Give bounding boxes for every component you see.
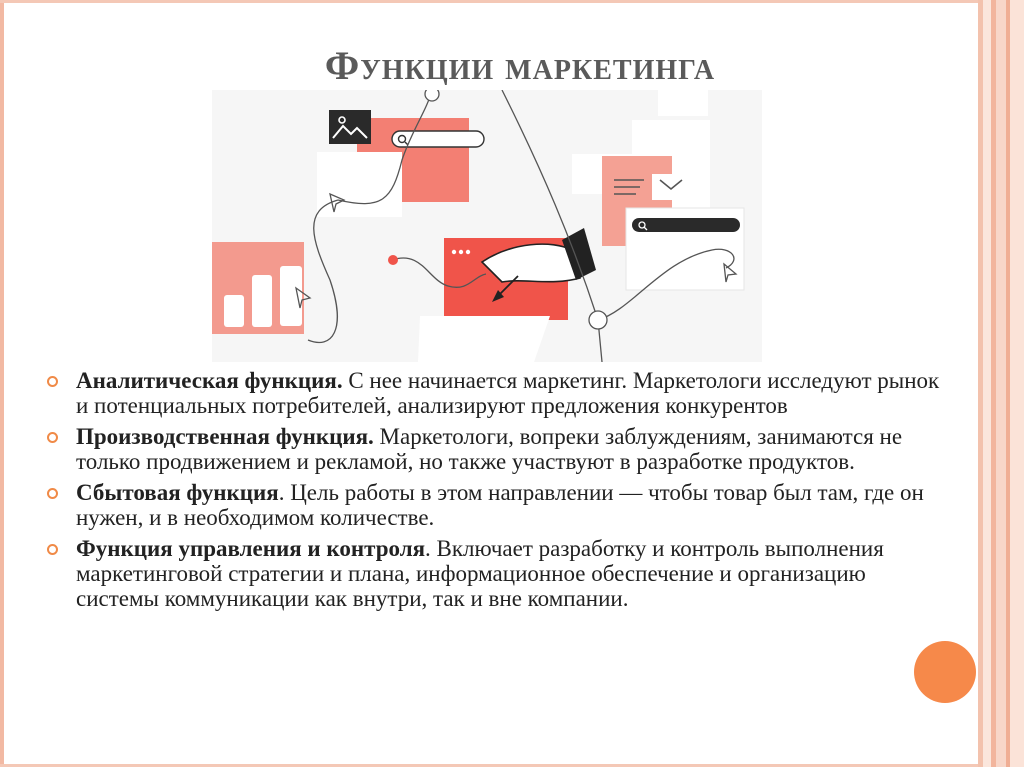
decor-stripe	[996, 0, 1006, 767]
frame-left-border	[0, 0, 4, 767]
list-item-term: Аналитическая функция.	[76, 368, 343, 393]
bar-chart-icon	[212, 242, 304, 334]
list-item	[44, 368, 944, 418]
list-item-text: Маркетологи, вопреки заблуждениям, занимаются не только продвижением и рекламой, но также участвуют в разработке продуктов.	[76, 424, 903, 474]
bullet-circle-icon	[47, 544, 58, 555]
list-item-text: . Включает разработку и контроль выполнения маркетинговой стратегии и плана, информационное обеспечение и организацию системы коммуникации как внутри, так и вне компании.	[76, 536, 884, 611]
marketing-illustration	[212, 90, 762, 362]
decor-stripe	[983, 0, 991, 767]
list-item-text: . Цель работы в этом направлении — чтобы товар был там, где он нужен, и в необходимом количестве.	[76, 480, 924, 530]
list-item-term: Производственная функция.	[76, 424, 374, 449]
list-item-term: Функция управления и контроля	[76, 536, 426, 561]
bullet-circle-icon	[47, 488, 58, 499]
list-item-text: С нее начинается маркетинг. Маркетологи исследуют рынок и потенциальных потребителей, анализируют предложения конкурентов	[76, 368, 940, 418]
search-icon	[632, 218, 740, 232]
list-item-term: Сбытовая функция	[76, 480, 279, 505]
image-icon	[329, 110, 371, 144]
frame-top-border	[0, 0, 1024, 3]
decor-orange-circle	[914, 641, 976, 703]
bullet-circle-icon	[47, 432, 58, 443]
decor-stripe	[1010, 0, 1024, 767]
search-icon	[392, 131, 484, 147]
list-item	[44, 536, 944, 611]
list-item	[44, 480, 944, 530]
functions-list	[44, 368, 944, 617]
slide-title: Функции маркетинга	[324, 43, 716, 88]
list-item	[44, 424, 944, 474]
bullet-circle-icon	[47, 376, 58, 387]
